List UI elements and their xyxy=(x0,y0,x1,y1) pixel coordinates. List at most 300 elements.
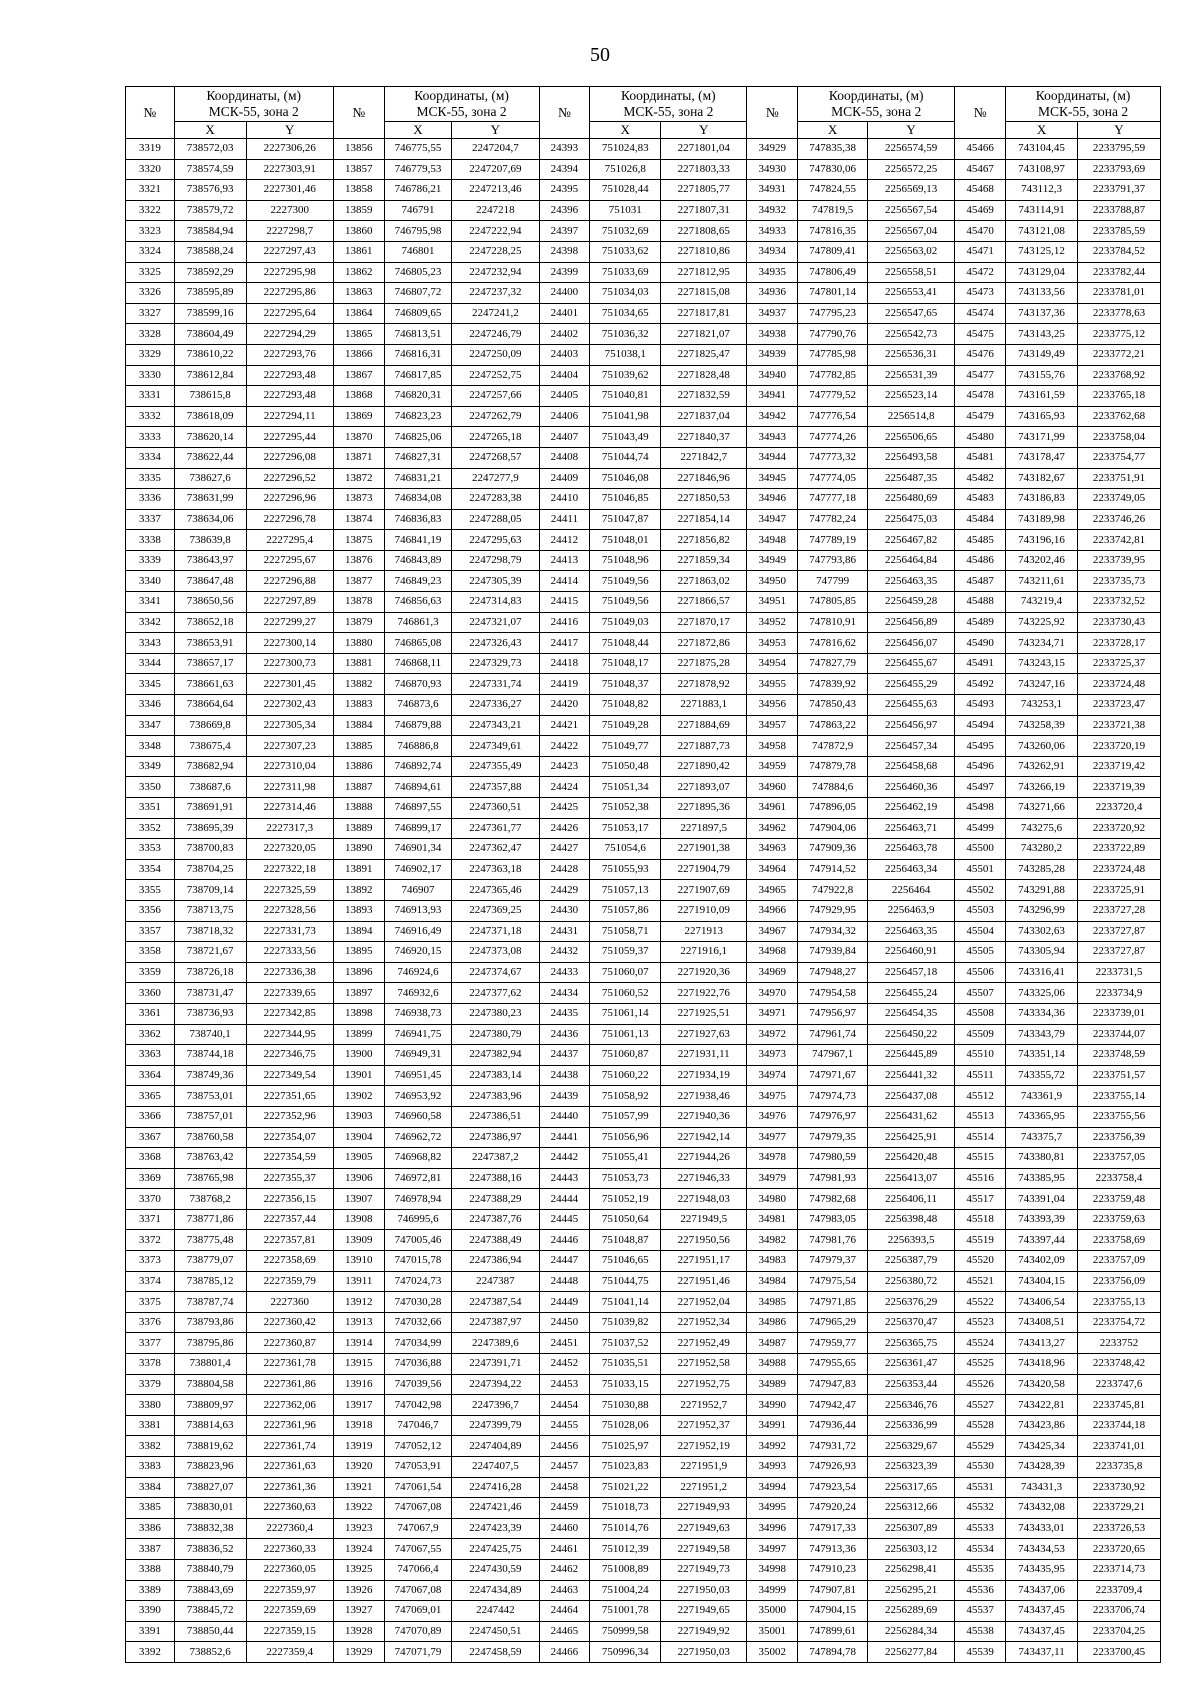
point-number: 3378 xyxy=(126,1354,175,1375)
point-number: 13864 xyxy=(333,303,384,324)
table-row xyxy=(126,1580,1161,1601)
point-number: 3347 xyxy=(126,715,175,736)
x-coordinate: 746879,88 xyxy=(384,715,451,736)
x-coordinate: 738768,2 xyxy=(174,1189,246,1210)
x-coordinate: 747983,05 xyxy=(798,1209,868,1230)
y-coordinate: 2247387,2 xyxy=(452,1148,539,1169)
point-number: 3360 xyxy=(126,983,175,1004)
y-coordinate: 2271859,34 xyxy=(661,550,747,571)
point-number: 45467 xyxy=(955,159,1006,180)
point-number: 24431 xyxy=(539,921,590,942)
x-coordinate: 743186,83 xyxy=(1006,489,1078,510)
table-row xyxy=(126,427,1161,448)
point-number: 24407 xyxy=(539,427,590,448)
point-number: 45515 xyxy=(955,1148,1006,1169)
point-number: 13902 xyxy=(333,1086,384,1107)
point-number: 45479 xyxy=(955,406,1006,427)
point-number: 13886 xyxy=(333,756,384,777)
point-number: 45484 xyxy=(955,509,1006,530)
y-coordinate: 2271949,65 xyxy=(661,1601,747,1622)
point-number: 34934 xyxy=(747,241,798,262)
point-number: 24441 xyxy=(539,1127,590,1148)
table-row xyxy=(126,1065,1161,1086)
x-coordinate: 743253,1 xyxy=(1006,695,1078,716)
table-row xyxy=(126,1354,1161,1375)
y-coordinate: 2247388,49 xyxy=(452,1230,539,1251)
point-number: 13863 xyxy=(333,283,384,304)
x-coordinate: 751008,89 xyxy=(590,1559,661,1580)
y-coordinate: 2227360,4 xyxy=(246,1518,333,1539)
y-coordinate: 2256463,9 xyxy=(867,900,954,921)
y-coordinate: 2247363,18 xyxy=(452,859,539,880)
x-coordinate: 738682,94 xyxy=(174,756,246,777)
point-number: 45474 xyxy=(955,303,1006,324)
point-number: 3353 xyxy=(126,839,175,860)
y-coordinate: 2256456,89 xyxy=(867,612,954,633)
y-coordinate: 2271946,33 xyxy=(661,1168,747,1189)
point-number: 24424 xyxy=(539,777,590,798)
point-number: 13862 xyxy=(333,262,384,283)
point-number: 45536 xyxy=(955,1580,1006,1601)
y-coordinate: 2271821,07 xyxy=(661,324,747,345)
x-coordinate: 751024,83 xyxy=(590,139,661,160)
point-number: 13906 xyxy=(333,1168,384,1189)
x-coordinate: 747061,54 xyxy=(384,1477,451,1498)
x-coordinate: 747039,56 xyxy=(384,1374,451,1395)
point-number: 45533 xyxy=(955,1518,1006,1539)
point-number: 3354 xyxy=(126,859,175,880)
point-number: 3377 xyxy=(126,1333,175,1354)
y-coordinate: 2247314,83 xyxy=(452,592,539,613)
point-number: 24461 xyxy=(539,1539,590,1560)
y-coordinate: 2233748,59 xyxy=(1077,1045,1160,1066)
point-number: 3326 xyxy=(126,283,175,304)
y-coordinate: 2256323,39 xyxy=(867,1457,954,1478)
y-coordinate: 2247252,75 xyxy=(452,365,539,386)
x-coordinate: 738599,16 xyxy=(174,303,246,324)
x-coordinate: 743202,46 xyxy=(1006,550,1078,571)
table-row xyxy=(126,1045,1161,1066)
x-coordinate: 738775,48 xyxy=(174,1230,246,1251)
y-coordinate: 2271910,09 xyxy=(661,900,747,921)
point-number: 34957 xyxy=(747,715,798,736)
x-coordinate: 738823,96 xyxy=(174,1457,246,1478)
y-coordinate: 2233793,69 xyxy=(1077,159,1160,180)
x-coordinate: 743380,81 xyxy=(1006,1148,1078,1169)
y-coordinate: 2256413,07 xyxy=(867,1168,954,1189)
x-coordinate: 743262,91 xyxy=(1006,756,1078,777)
y-coordinate: 2271952,49 xyxy=(661,1333,747,1354)
y-coordinate: 2271927,63 xyxy=(661,1024,747,1045)
point-number: 3379 xyxy=(126,1374,175,1395)
x-coordinate: 751039,62 xyxy=(590,365,661,386)
point-number: 34970 xyxy=(747,983,798,1004)
point-number: 24419 xyxy=(539,674,590,695)
y-coordinate: 2227293,76 xyxy=(246,344,333,365)
point-number: 3328 xyxy=(126,324,175,345)
x-coordinate: 751046,85 xyxy=(590,489,661,510)
point-number: 3349 xyxy=(126,756,175,777)
y-coordinate: 2256307,89 xyxy=(867,1518,954,1539)
table-row xyxy=(126,1436,1161,1457)
x-coordinate: 738771,86 xyxy=(174,1209,246,1230)
point-number: 24432 xyxy=(539,942,590,963)
y-coordinate: 2227317,3 xyxy=(246,818,333,839)
point-number: 24443 xyxy=(539,1168,590,1189)
point-number: 3366 xyxy=(126,1106,175,1127)
x-coordinate: 751033,15 xyxy=(590,1374,661,1395)
point-number: 34932 xyxy=(747,200,798,221)
point-number: 3383 xyxy=(126,1457,175,1478)
x-coordinate: 743428,39 xyxy=(1006,1457,1078,1478)
y-coordinate: 2247349,61 xyxy=(452,736,539,757)
y-coordinate: 2233784,52 xyxy=(1077,241,1160,262)
y-coordinate: 2271950,03 xyxy=(661,1642,747,1663)
y-coordinate: 2247295,63 xyxy=(452,530,539,551)
y-coordinate: 2256475,03 xyxy=(867,509,954,530)
y-coordinate: 2227356,15 xyxy=(246,1189,333,1210)
point-number: 3388 xyxy=(126,1559,175,1580)
x-coordinate: 747774,26 xyxy=(798,427,868,448)
y-coordinate: 2256425,91 xyxy=(867,1127,954,1148)
y-coordinate: 2256464,84 xyxy=(867,550,954,571)
point-number: 45508 xyxy=(955,1003,1006,1024)
y-coordinate: 2227305,34 xyxy=(246,715,333,736)
x-coordinate: 746834,08 xyxy=(384,489,451,510)
point-number: 24402 xyxy=(539,324,590,345)
y-coordinate: 2256542,73 xyxy=(867,324,954,345)
y-coordinate: 2227299,27 xyxy=(246,612,333,633)
x-coordinate: 747067,55 xyxy=(384,1539,451,1560)
y-coordinate: 2256463,34 xyxy=(867,859,954,880)
x-coordinate: 738615,8 xyxy=(174,386,246,407)
x-coordinate: 746978,94 xyxy=(384,1189,451,1210)
point-number: 45493 xyxy=(955,695,1006,716)
x-coordinate: 746924,6 xyxy=(384,962,451,983)
x-coordinate: 751060,07 xyxy=(590,962,661,983)
x-coordinate: 751014,76 xyxy=(590,1518,661,1539)
point-number: 13904 xyxy=(333,1127,384,1148)
x-coordinate: 747827,79 xyxy=(798,653,868,674)
x-coordinate: 746932,6 xyxy=(384,983,451,1004)
x-coordinate: 747801,14 xyxy=(798,283,868,304)
point-number: 34929 xyxy=(747,139,798,160)
x-coordinate: 738700,83 xyxy=(174,839,246,860)
y-coordinate: 2271934,19 xyxy=(661,1065,747,1086)
y-coordinate: 2233741,01 xyxy=(1077,1436,1160,1457)
point-number: 13867 xyxy=(333,365,384,386)
x-coordinate: 747071,79 xyxy=(384,1642,451,1663)
y-coordinate: 2247228,25 xyxy=(452,241,539,262)
y-coordinate: 2233762,68 xyxy=(1077,406,1160,427)
x-coordinate: 743393,39 xyxy=(1006,1209,1078,1230)
y-coordinate: 2233791,37 xyxy=(1077,180,1160,201)
y-coordinate: 2233752 xyxy=(1077,1333,1160,1354)
point-number: 3325 xyxy=(126,262,175,283)
x-coordinate: 747785,98 xyxy=(798,344,868,365)
x-coordinate: 738664,64 xyxy=(174,695,246,716)
y-coordinate: 2247399,79 xyxy=(452,1415,539,1436)
header-coordinates-4: Координаты, (м) МСК-55, зона 2 xyxy=(1006,87,1161,122)
x-coordinate: 747790,76 xyxy=(798,324,868,345)
x-coordinate: 747914,52 xyxy=(798,859,868,880)
y-coordinate: 2256553,41 xyxy=(867,283,954,304)
y-coordinate: 2271940,36 xyxy=(661,1106,747,1127)
point-number: 13897 xyxy=(333,983,384,1004)
point-number: 13910 xyxy=(333,1251,384,1272)
x-coordinate: 738647,48 xyxy=(174,571,246,592)
point-number: 3337 xyxy=(126,509,175,530)
y-coordinate: 2271883,1 xyxy=(661,695,747,716)
x-coordinate: 743432,08 xyxy=(1006,1498,1078,1519)
point-number: 34986 xyxy=(747,1312,798,1333)
header-y-4: Y xyxy=(1077,122,1160,139)
y-coordinate: 2271952,37 xyxy=(661,1415,747,1436)
table-row xyxy=(126,1024,1161,1045)
x-coordinate: 746868,11 xyxy=(384,653,451,674)
x-coordinate: 746886,8 xyxy=(384,736,451,757)
x-coordinate: 751044,75 xyxy=(590,1271,661,1292)
x-coordinate: 747920,24 xyxy=(798,1498,868,1519)
y-coordinate: 2256441,32 xyxy=(867,1065,954,1086)
table-row xyxy=(126,344,1161,365)
x-coordinate: 747067,08 xyxy=(384,1580,451,1601)
y-coordinate: 2271949,58 xyxy=(661,1539,747,1560)
point-number: 45511 xyxy=(955,1065,1006,1086)
point-number: 24410 xyxy=(539,489,590,510)
y-coordinate: 2247407,5 xyxy=(452,1457,539,1478)
x-coordinate: 738669,8 xyxy=(174,715,246,736)
y-coordinate: 2247421,46 xyxy=(452,1498,539,1519)
x-coordinate: 747069,01 xyxy=(384,1601,451,1622)
y-coordinate: 2227354,59 xyxy=(246,1148,333,1169)
point-number: 24450 xyxy=(539,1312,590,1333)
y-coordinate: 2256455,29 xyxy=(867,674,954,695)
table-row xyxy=(126,324,1161,345)
x-coordinate: 738653,91 xyxy=(174,633,246,654)
point-number: 34969 xyxy=(747,962,798,983)
x-coordinate: 751048,37 xyxy=(590,674,661,695)
point-number: 24403 xyxy=(539,344,590,365)
table-row xyxy=(126,777,1161,798)
point-number: 34942 xyxy=(747,406,798,427)
y-coordinate: 2233720,92 xyxy=(1077,818,1160,839)
table-row xyxy=(126,736,1161,757)
point-number: 13887 xyxy=(333,777,384,798)
y-coordinate: 2227360,42 xyxy=(246,1312,333,1333)
table-row xyxy=(126,1601,1161,1622)
table-row xyxy=(126,447,1161,468)
x-coordinate: 743361,9 xyxy=(1006,1086,1078,1107)
y-coordinate: 2271952,34 xyxy=(661,1312,747,1333)
y-coordinate: 2271951,9 xyxy=(661,1457,747,1478)
x-coordinate: 743343,79 xyxy=(1006,1024,1078,1045)
y-coordinate: 2247386,51 xyxy=(452,1106,539,1127)
y-coordinate: 2247357,88 xyxy=(452,777,539,798)
table-row xyxy=(126,509,1161,530)
point-number: 24430 xyxy=(539,900,590,921)
y-coordinate: 2256567,54 xyxy=(867,200,954,221)
y-coordinate: 2233757,09 xyxy=(1077,1251,1160,1272)
header-coordinates-0: Координаты, (м) МСК-55, зона 2 xyxy=(174,87,333,122)
y-coordinate: 2247394,22 xyxy=(452,1374,539,1395)
y-coordinate: 2247416,28 xyxy=(452,1477,539,1498)
point-number: 24418 xyxy=(539,653,590,674)
x-coordinate: 747965,29 xyxy=(798,1312,868,1333)
table-row xyxy=(126,1003,1161,1024)
x-coordinate: 738592,29 xyxy=(174,262,246,283)
x-coordinate: 747816,35 xyxy=(798,221,868,242)
point-number: 3334 xyxy=(126,447,175,468)
x-coordinate: 747024,73 xyxy=(384,1271,451,1292)
y-coordinate: 2227325,59 xyxy=(246,880,333,901)
point-number: 24400 xyxy=(539,283,590,304)
y-coordinate: 2247362,47 xyxy=(452,839,539,860)
x-coordinate: 751034,65 xyxy=(590,303,661,324)
table-row xyxy=(126,612,1161,633)
y-coordinate: 2233757,05 xyxy=(1077,1148,1160,1169)
x-coordinate: 743247,16 xyxy=(1006,674,1078,695)
y-coordinate: 2233727,28 xyxy=(1077,900,1160,921)
header-x-0: X xyxy=(174,122,246,139)
point-number: 45501 xyxy=(955,859,1006,880)
x-coordinate: 747913,36 xyxy=(798,1539,868,1560)
point-number: 24404 xyxy=(539,365,590,386)
y-coordinate: 2271952,58 xyxy=(661,1354,747,1375)
point-number: 24416 xyxy=(539,612,590,633)
x-coordinate: 738814,63 xyxy=(174,1415,246,1436)
x-coordinate: 747863,22 xyxy=(798,715,868,736)
point-number: 24457 xyxy=(539,1457,590,1478)
x-coordinate: 746779,53 xyxy=(384,159,451,180)
point-number: 45519 xyxy=(955,1230,1006,1251)
point-number: 24425 xyxy=(539,798,590,819)
point-number: 34939 xyxy=(747,344,798,365)
y-coordinate: 2247389,6 xyxy=(452,1333,539,1354)
x-coordinate: 751057,13 xyxy=(590,880,661,901)
x-coordinate: 743423,86 xyxy=(1006,1415,1078,1436)
x-coordinate: 747046,7 xyxy=(384,1415,451,1436)
x-coordinate: 751049,03 xyxy=(590,612,661,633)
point-number: 34991 xyxy=(747,1415,798,1436)
y-coordinate: 2233765,18 xyxy=(1077,386,1160,407)
x-coordinate: 747850,43 xyxy=(798,695,868,716)
x-coordinate: 747942,47 xyxy=(798,1395,868,1416)
x-coordinate: 738579,72 xyxy=(174,200,246,221)
point-number: 3391 xyxy=(126,1621,175,1642)
point-number: 3351 xyxy=(126,798,175,819)
point-number: 34985 xyxy=(747,1292,798,1313)
y-coordinate: 2256370,47 xyxy=(867,1312,954,1333)
point-number: 13920 xyxy=(333,1457,384,1478)
y-coordinate: 2227300,14 xyxy=(246,633,333,654)
x-coordinate: 743437,06 xyxy=(1006,1580,1078,1601)
x-coordinate: 738832,38 xyxy=(174,1518,246,1539)
x-coordinate: 747948,27 xyxy=(798,962,868,983)
x-coordinate: 747819,5 xyxy=(798,200,868,221)
point-number: 3332 xyxy=(126,406,175,427)
y-coordinate: 2233739,95 xyxy=(1077,550,1160,571)
point-number: 3386 xyxy=(126,1518,175,1539)
x-coordinate: 751036,32 xyxy=(590,324,661,345)
point-number: 34982 xyxy=(747,1230,798,1251)
x-coordinate: 738787,74 xyxy=(174,1292,246,1313)
y-coordinate: 2233772,21 xyxy=(1077,344,1160,365)
y-coordinate: 2247268,57 xyxy=(452,447,539,468)
point-number: 13880 xyxy=(333,633,384,654)
y-coordinate: 2227357,44 xyxy=(246,1209,333,1230)
y-coordinate: 2271801,04 xyxy=(661,139,747,160)
y-coordinate: 2233778,63 xyxy=(1077,303,1160,324)
x-coordinate: 746951,45 xyxy=(384,1065,451,1086)
x-coordinate: 746841,19 xyxy=(384,530,451,551)
x-coordinate: 751041,14 xyxy=(590,1292,661,1313)
y-coordinate: 2271807,31 xyxy=(661,200,747,221)
x-coordinate: 738765,98 xyxy=(174,1168,246,1189)
y-coordinate: 2233747,6 xyxy=(1077,1374,1160,1395)
y-coordinate: 2271808,65 xyxy=(661,221,747,242)
x-coordinate: 738704,25 xyxy=(174,859,246,880)
y-coordinate: 2233728,17 xyxy=(1077,633,1160,654)
y-coordinate: 2247387 xyxy=(452,1271,539,1292)
point-number: 3384 xyxy=(126,1477,175,1498)
point-number: 24463 xyxy=(539,1580,590,1601)
point-number: 24413 xyxy=(539,550,590,571)
y-coordinate: 2233755,14 xyxy=(1077,1086,1160,1107)
y-coordinate: 2233795,59 xyxy=(1077,139,1160,160)
y-coordinate: 2271850,53 xyxy=(661,489,747,510)
y-coordinate: 2227360,87 xyxy=(246,1333,333,1354)
point-number: 34959 xyxy=(747,756,798,777)
point-number: 34967 xyxy=(747,921,798,942)
x-coordinate: 743296,99 xyxy=(1006,900,1078,921)
point-number: 45466 xyxy=(955,139,1006,160)
point-number: 45535 xyxy=(955,1559,1006,1580)
x-coordinate: 751012,39 xyxy=(590,1539,661,1560)
x-coordinate: 743260,06 xyxy=(1006,736,1078,757)
y-coordinate: 2256437,08 xyxy=(867,1086,954,1107)
point-number: 24411 xyxy=(539,509,590,530)
point-number: 13890 xyxy=(333,839,384,860)
point-number: 24460 xyxy=(539,1518,590,1539)
point-number: 13893 xyxy=(333,900,384,921)
x-coordinate: 747872,9 xyxy=(798,736,868,757)
x-coordinate: 747982,68 xyxy=(798,1189,868,1210)
y-coordinate: 2227295,67 xyxy=(246,550,333,571)
y-coordinate: 2271812,95 xyxy=(661,262,747,283)
point-number: 13928 xyxy=(333,1621,384,1642)
y-coordinate: 2227346,75 xyxy=(246,1045,333,1066)
point-number: 34961 xyxy=(747,798,798,819)
x-coordinate: 743266,19 xyxy=(1006,777,1078,798)
x-coordinate: 747980,59 xyxy=(798,1148,868,1169)
y-coordinate: 2233729,21 xyxy=(1077,1498,1160,1519)
y-coordinate: 2271949,5 xyxy=(661,1209,747,1230)
point-number: 34976 xyxy=(747,1106,798,1127)
point-number: 24396 xyxy=(539,200,590,221)
x-coordinate: 738604,49 xyxy=(174,324,246,345)
y-coordinate: 2227296,78 xyxy=(246,509,333,530)
point-number: 13883 xyxy=(333,695,384,716)
x-coordinate: 738713,75 xyxy=(174,900,246,921)
x-coordinate: 738576,93 xyxy=(174,180,246,201)
x-coordinate: 738809,97 xyxy=(174,1395,246,1416)
x-coordinate: 751034,03 xyxy=(590,283,661,304)
x-coordinate: 751046,65 xyxy=(590,1251,661,1272)
x-coordinate: 751041,98 xyxy=(590,406,661,427)
x-coordinate: 747971,67 xyxy=(798,1065,868,1086)
x-coordinate: 743434,53 xyxy=(1006,1539,1078,1560)
